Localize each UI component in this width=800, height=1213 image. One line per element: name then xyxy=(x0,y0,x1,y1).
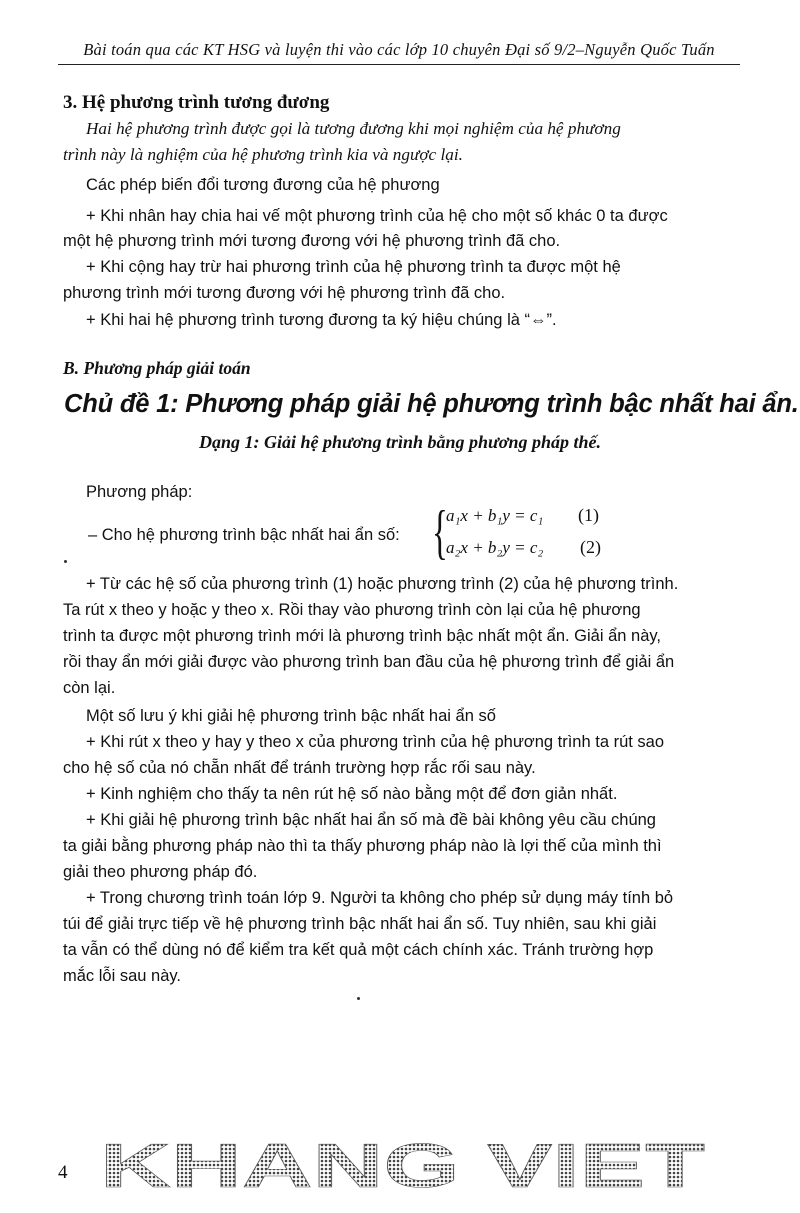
step-line-3: trình ta được một phương trình mới là phương trình bậc nhất một ẩn. Giải ẩn này, xyxy=(63,627,661,645)
page-number: 4 xyxy=(58,1162,68,1183)
stray-dot-2 xyxy=(357,997,360,1000)
paragraph-add-line-2: phương trình mới tương đương với hệ phương trình đã cho. xyxy=(63,284,506,302)
definition-line-1: Hai hệ phương trình được gọi là tương đương khi mọi nghiệm của hệ phương xyxy=(86,119,621,138)
note-4-line-2: túi để giải trực tiếp về hệ phương trình bậc nhất hai ẩn số. Tuy nhiên, sau khi giải xyxy=(63,915,657,933)
note-3-line-2: ta giải bằng phương pháp nào thì ta thấy phương pháp nào là lợi thế của mình thì xyxy=(63,837,662,855)
equation-1-number: (1) xyxy=(578,505,599,525)
note-4-line-3: ta vẫn có thể dùng nó để kiểm tra kết quả một cách chính xác. Tránh trường hợp xyxy=(63,941,654,959)
note-2: + Kinh nghiệm cho thấy ta nên rút hệ số nào bằng một để đơn giản nhất. xyxy=(86,785,618,803)
note-4-line-4: mắc lỗi sau này. xyxy=(63,967,181,985)
paragraph-equivalence-symbol: + Khi hai hệ phương trình tương đương ta ký hiệu chúng là “⇔”. xyxy=(86,311,557,329)
notes-title: Một số lưu ý khi giải hệ phương trình bậc nhất hai ẩn số xyxy=(86,707,496,725)
topic-heading: Chủ đề 1: Phương pháp giải hệ phương trình bậc nhất hai ẩn. xyxy=(64,390,799,418)
step-line-4: rồi thay ẩn mới giải được vào phương trình ban đầu của hệ phương trình để giải ẩn xyxy=(63,653,675,671)
header-rule xyxy=(58,64,740,65)
note-4-line-1: + Trong chương trình toán lớp 9. Người ta không cho phép sử dụng máy tính bỏ xyxy=(86,889,674,907)
equation-1: a₁x + b₁y = c₁ xyxy=(446,506,544,525)
system-label: – Cho hệ phương trình bậc nhất hai ẩn số: xyxy=(88,526,400,544)
step-line-2: Ta rút x theo y hoặc y theo x. Rồi thay vào phương trình còn lại của hệ phương xyxy=(63,601,641,619)
section-3-title: 3. Hệ phương trình tương đương xyxy=(63,92,330,113)
note-1-line-2: cho hệ số của nó chẵn nhất để tránh trường hợp rắc rối sau này. xyxy=(63,759,536,777)
svg-text:KHANG VIET: KHANG VIET xyxy=(100,1135,706,1195)
running-header: Bài toán qua các KT HSG và luyện thi vào các lớp 10 chuyên Đại số 9/2–Nguyễn Quốc Tuấn xyxy=(83,40,715,59)
equation-2: a₂x + b₂y = c₂ xyxy=(446,538,544,557)
paragraph-transformations: Các phép biến đổi tương đương của hệ phương xyxy=(86,176,440,194)
equation-2-number: (2) xyxy=(580,537,601,557)
note-3-line-3: giải theo phương pháp đó. xyxy=(63,863,258,881)
system-brace: { xyxy=(432,499,448,565)
step-line-5: còn lại. xyxy=(63,679,116,697)
form-heading: Dạng 1: Giải hệ phương trình bằng phương pháp thế. xyxy=(199,432,601,452)
note-1-line-1: + Khi rút x theo y hay y theo x của phương trình của hệ phương trình ta rút sao xyxy=(86,733,665,751)
definition-line-2: trình này là nghiệm của hệ phương trình kia và ngược lại. xyxy=(63,145,463,164)
stray-dot xyxy=(64,560,67,563)
paragraph-multiply-line-2: một hệ phương trình mới tương đương với hệ phương trình đã cho. xyxy=(63,232,561,250)
paragraph-add-line-1: + Khi cộng hay trừ hai phương trình của hệ phương trình ta được một hệ xyxy=(86,258,621,276)
note-3-line-1: + Khi giải hệ phương trình bậc nhất hai ẩn số mà đề bài không yêu cầu chúng xyxy=(86,811,656,829)
khang-viet-watermark-logo xyxy=(100,1135,720,1200)
method-label: Phương pháp: xyxy=(86,483,193,501)
step-line-1: + Từ các hệ số của phương trình (1) hoặc phương trình (2) của hệ phương trình. xyxy=(86,575,679,593)
section-b-title: B. Phương pháp giải toán xyxy=(63,358,251,378)
paragraph-multiply-line-1: + Khi nhân hay chia hai vế một phương trình của hệ cho một số khác 0 ta được xyxy=(86,207,668,225)
